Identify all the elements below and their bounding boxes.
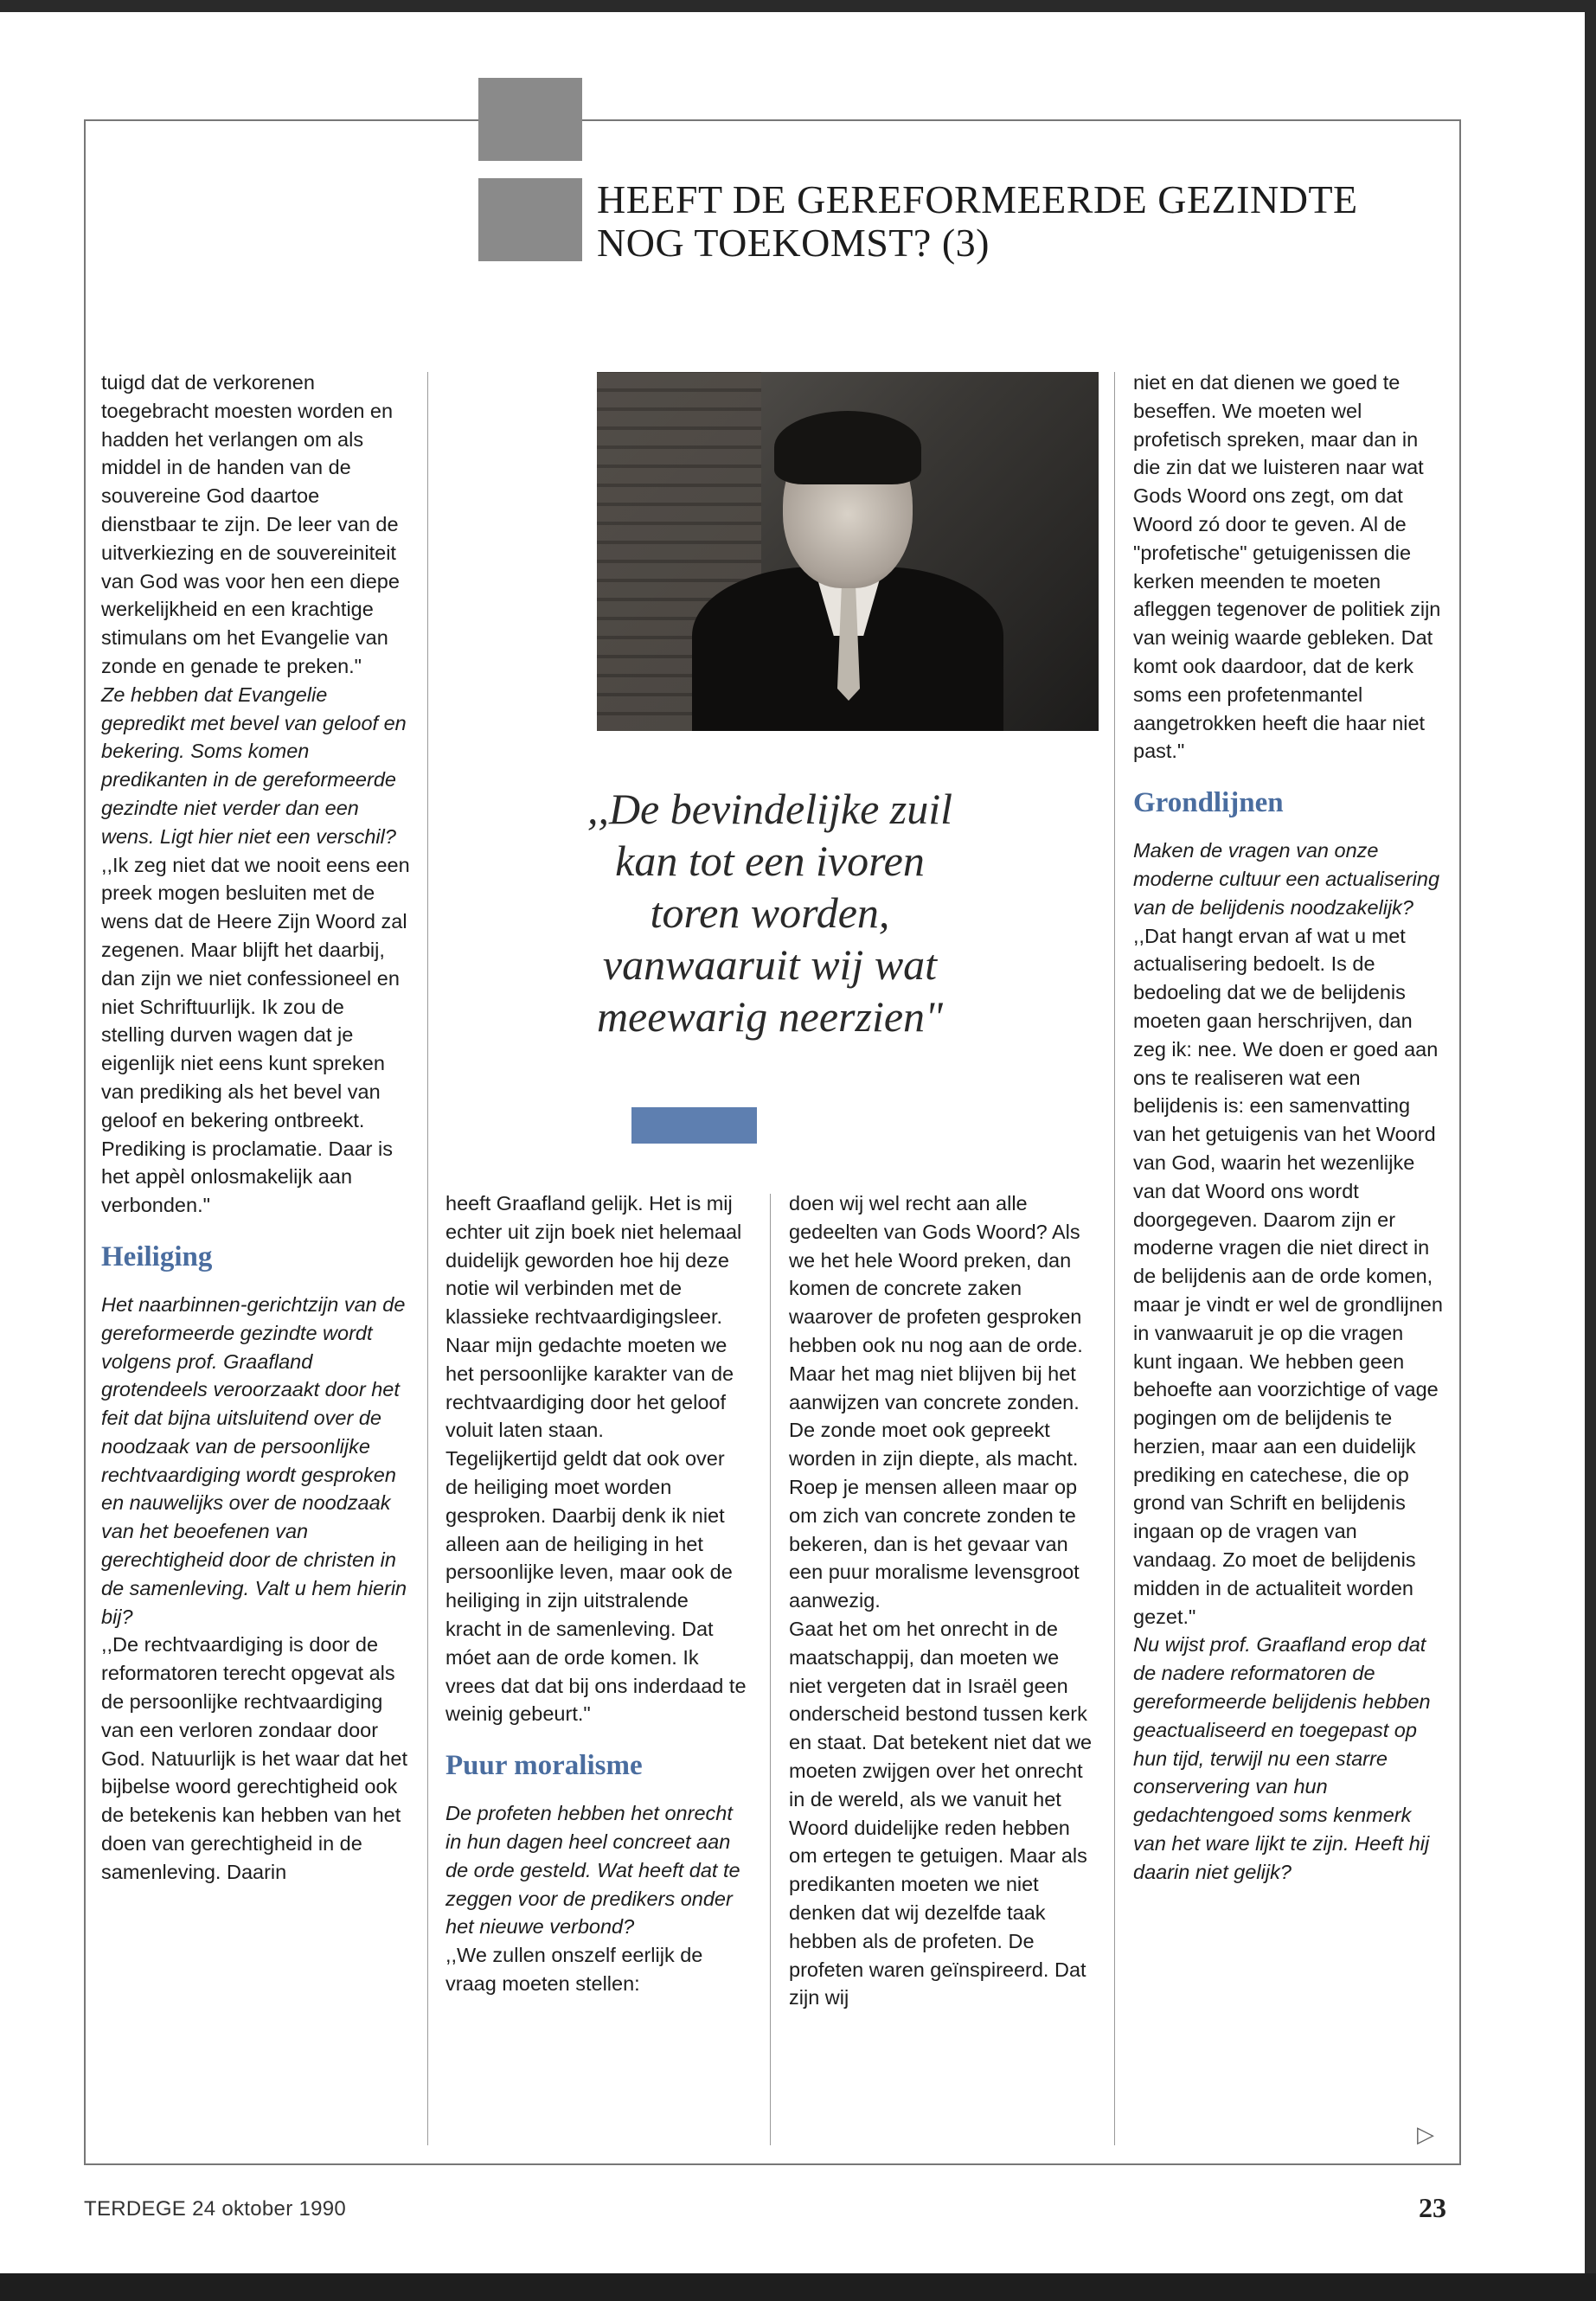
pull-quote-line: meewarig neerzien" — [596, 992, 944, 1041]
decorative-gray-block-top — [478, 78, 582, 161]
title-line-2: NOG TOEKOMST? (3) — [597, 221, 990, 265]
title-line-1: HEEFT DE GEREFORMEERDE GEZINDTE — [597, 177, 1358, 221]
column-divider — [1114, 372, 1115, 2145]
portrait-photo — [597, 372, 1099, 731]
text-column-2 — [445, 1189, 748, 1998]
body-paragraph: tuigd dat de verkorenen toegebracht moesten worden en hadden het verlangen om als middel in de handen van de souvereine God daartoe dienstbaar te zijn. De leer van de uitverkiezing en de souvereiniteit van God was voor hen een diepe werkelijkheid en een krachtige stimulans om het Evangelie van zonde en genade te preken." — [101, 371, 400, 677]
body-paragraph: heeft Graafland gelijk. Het is mij echter uit zijn boek niet helemaal duidelijk geworden hoe hij deze notie wil verbinden met de klassieke rechtvaardigingsleer. Naar mijn gedachte moeten we het persoonlijke karakter van de rechtvaardiging door het geloof voluit laten staan. — [445, 1192, 742, 1442]
body-paragraph: ,,We zullen onszelf eerlijk de vraag moeten stellen: — [445, 1944, 703, 1995]
scan-edge-bottom — [0, 2273, 1596, 2301]
interview-question: De profeten hebben het onrecht in hun dagen heel concreet aan de orde gesteld. Wat heeft dat te zeggen voor de predikers onder het nieuwe verbond? — [445, 1802, 740, 1939]
decorative-blue-bar — [631, 1107, 757, 1144]
column-divider — [770, 1194, 771, 2145]
continue-arrow-icon: ▷ — [1417, 2121, 1434, 2147]
body-paragraph: Gaat het om het onrecht in de maatschappij, dan moeten we niet vergeten dat in Israël geen onderscheid bestond tussen kerk en staat. Dat betekent niet dat we moeten zwijgen over het onrecht in de wereld, als we vanuit het Woord duidelijke reden hebben om ertegen te getuigen. Maar als predikanten moeten we niet denken dat wij dezelfde taak hebben als de profeten. De profeten waren geïnspireerd. Dat zijn wij — [789, 1617, 1093, 2009]
interview-question: Maken de vragen van onze moderne cultuur een actualisering van de belijdenis noodzakelijk? — [1133, 839, 1440, 919]
scan-edge-right — [1585, 0, 1596, 2301]
body-paragraph: niet en dat dienen we goed te beseffen. We moeten wel profetisch spreken, maar dan in die zin dat we luisteren naar wat Gods Woord ons zegt, om dat Woord zó door te geven. Al de "profetische" getuigenissen die kerken meenden te moeten afleggen tegenover de politiek zijn van weinig waarde gebleken. Dat komt ook daardoor, dat de kerk soms een profetenmantel aangetrokken heeft die haar niet past." — [1133, 371, 1441, 763]
pull-quote-line: toren worden, — [650, 888, 890, 937]
page-number: 23 — [1419, 2192, 1446, 2223]
decorative-gray-block-title — [478, 178, 582, 261]
scan-edge-top — [0, 0, 1596, 12]
interview-question: Het naarbinnen-gerichtzijn van de gereformeerde gezindte wordt volgens prof. Graafland grotendeels veroorzaakt door het feit dat bijna uitsluitend over de noodzaak van de persoonlijke rechtvaardiging wordt gesproken en nauwelijks over de noodzaak van het beoefenen van gerechtigheid door de christen in de samenleving. Valt u hem hierin bij? — [101, 1292, 407, 1628]
text-column-4 — [1133, 369, 1445, 1887]
text-column-1 — [101, 369, 413, 1887]
interview-question: Nu wijst prof. Graafland erop dat de nadere reformatoren de gereformeerde belijdenis hebben geactualiseerd en toegepast op hun tijd, terwijl nu een starre conservering van hun gedachtengoed soms kenmerk van het ware lijkt te zijn. Heeft hij daarin niet gelijk? — [1133, 1633, 1431, 1883]
photo-hair — [774, 411, 921, 484]
pull-quote-line: vanwaaruit wij wat — [602, 940, 938, 989]
body-paragraph: doen wij wel recht aan alle gedeelten van Gods Woord? Als we het hele Woord preken, dan komen de concrete zaken waarover de profeten gesproken hebben ook nu nog aan de orde. Maar het mag niet blijven bij het aanwijzen van concrete zonden. De zonde moet ook gepreekt worden in zijn diepte, als macht. Roep je mensen alleen maar op om zich van concrete zonden te bekeren, dan is het gevaar van een puur moralisme levensgroot aanwezig. — [789, 1192, 1083, 1612]
body-paragraph: ,,Dat hangt ervan af wat u met actualisering bedoelt. Is de bedoeling dat we de belijdenis moeten gaan herschrijven, dan zeg ik: nee. We doen er goed aan ons te realiseren wat een belijdenis is: een samenvatting van het getuigenis van het Woord van God, waarin het wezenlijke van dat Woord ons wordt doorgegeven. Daarom zijn er moderne vragen die niet direct in de belijdenis aan de orde komen, maar je vindt er wel de grondlijnen in vanwaaruit je op die vragen kunt ingaan. We hebben geen behoefte aan voorzichtige of vage pogingen om de belijdenis te herzien, maar aan een duidelijk prediking en catechese, die op grond van Schrift en belijdenis ingaan op de vragen van vandaag. Zo moet de belijdenis midden in de actualiteit worden gezet." — [1133, 924, 1443, 1628]
body-paragraph: Tegelijkertijd geldt dat ook over de heiliging moet worden gesproken. Daarbij denk ik niet alleen aan de heiliging in het persoonlijke leven, maar ook de heiliging in zijn uitstralende kracht in de samenleving. Dat móet aan de orde komen. Ik vrees dat dat bij ons inderdaad te weinig gebeurt." — [445, 1447, 747, 1726]
section-heading-puur-moralisme: Puur moralisme — [445, 1750, 643, 1782]
text-column-3 — [789, 1189, 1096, 2012]
body-paragraph: ,,De rechtvaardiging is door de reformatoren terecht opgevat als de persoonlijke rechtvaardiging van een verloren zondaar door God. Natuurlijk is het waar dat het bijbelse woord gerechtigheid ook de betekenis kan hebben van het doen van gerechtigheid in de samenleving. Daarin — [101, 1633, 407, 1883]
pull-quote-line: kan tot een ivoren — [615, 836, 925, 885]
pull-quote — [433, 783, 1107, 1042]
body-paragraph: ,,Ik zeg niet dat we nooit eens een preek mogen besluiten met de wens dat de Heere Zijn Woord zal zegenen. Maar blijft het daarbij, dan zijn we niet confessioneel en niet Schriftuurlijk. Ik zou de stelling durven wagen dat je eigenlijk niet eens kunt spreken van prediking als het bevel van geloof en bekering ontbreekt. Prediking is proclamatie. Daar is het appèl onlosmakelijk aan verbonden." — [101, 853, 410, 1217]
column-divider — [427, 372, 428, 2145]
article-title — [597, 178, 1410, 265]
interview-question: Ze hebben dat Evangelie gepredikt met bevel van geloof en bekering. Soms komen predikanten in de gereformeerde gezindte niet verder dan een wens. Ligt hier niet een verschil? — [101, 683, 407, 848]
pull-quote-line: ,,De bevindelijke zuil — [586, 785, 953, 833]
section-heading-heiliging: Heiliging — [101, 1240, 213, 1272]
section-heading-grondlijnen: Grondlijnen — [1133, 787, 1284, 819]
publication-date: TERDEGE 24 oktober 1990 — [84, 2197, 347, 2221]
